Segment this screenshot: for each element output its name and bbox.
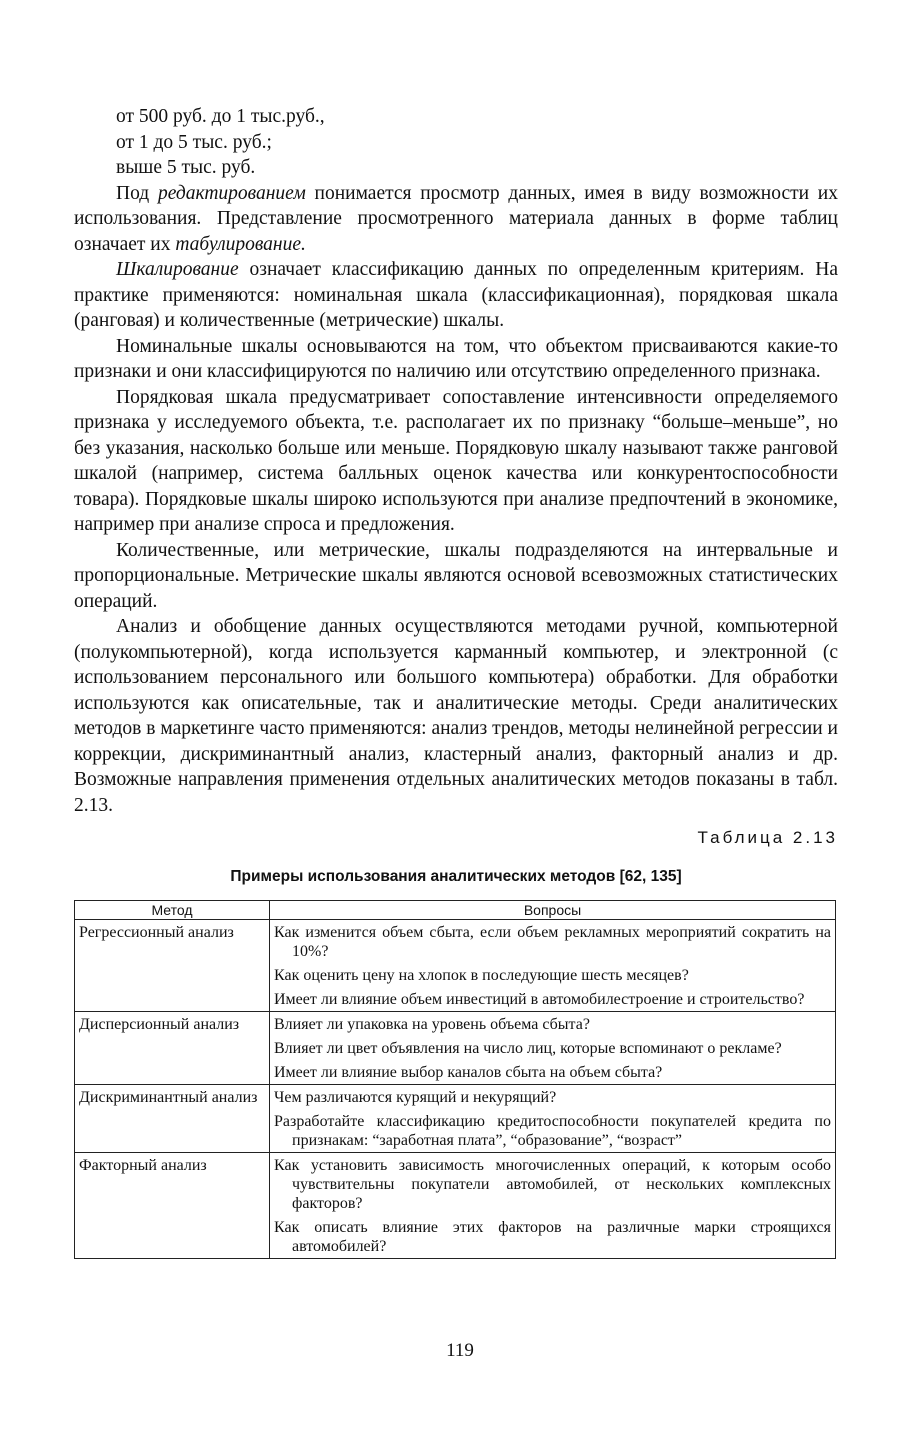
column-header-questions: Вопросы xyxy=(270,901,836,920)
method-name: Факторный анализ xyxy=(79,1157,207,1174)
question: Как описать влияние этих факторов на различные марки строящихся автомобилей? xyxy=(274,1219,831,1255)
text-run: Количественные, или метрические, шкалы подразделяются на интервальные и пропорциональные. Метрические шкалы являются основой всевозможных статистических операций. xyxy=(74,539,838,612)
questions-cell xyxy=(270,1012,836,1085)
paragraph xyxy=(74,257,838,334)
table-caption: Таблица 2.13 xyxy=(697,828,838,847)
paragraph xyxy=(74,385,838,538)
method-name: Дисперсионный анализ xyxy=(79,1016,240,1033)
question: Чем различаются курящий и некурящий? xyxy=(274,1089,557,1106)
question: Как изменится объем сбыта, если объем рекламных мероприятий сократить на 10%? xyxy=(274,924,831,960)
price-range-list xyxy=(74,104,838,181)
table-body xyxy=(75,920,836,1259)
question: Влияет ли цвет объявления на число лиц, которые вспоминают о рекламе? xyxy=(274,1040,782,1057)
text-run: Анализ и обобщение данных осуществляются методами ручной, компьютерной (полукомпьютерной), когда используется карманный компьютер, и электронной (с использованием персонального или большого компьютера) обработки. Для обработки используются как описательные, так и аналитические методы. Среди аналитических методов в маркетинге часто применяются: анализ трендов, методы нелинейной регрессии и коррекции, дискриминантный анализ, кластерный анализ, факторный анализ и др. Возможные направления применения отдельных аналитических методов показаны в табл. 2.13. xyxy=(74,616,838,816)
italic-term: Шкалирование xyxy=(116,259,239,280)
question: Разработайте классификацию кредитоспособности покупателей кредита по признакам: “заработная плата”, “образование”, “возраст” xyxy=(274,1113,831,1149)
question: Имеет ли влияние объем инвестиций в автомобилестроение и строительство? xyxy=(274,991,805,1008)
table-row xyxy=(75,1012,836,1085)
table-row xyxy=(75,1085,836,1153)
method-name: Регрессионный анализ xyxy=(79,924,234,941)
page-content xyxy=(74,104,838,1259)
question: Влияет ли упаковка на уровень объема сбыта? xyxy=(274,1016,590,1033)
question: Имеет ли влияние выбор каналов сбыта на объем сбыта? xyxy=(274,1064,663,1081)
body-text xyxy=(74,181,838,819)
list-line: от 1 до 5 тыс. руб.; xyxy=(116,131,272,153)
question: Как оценить цену на хлопок в последующие шесть месяцев? xyxy=(274,967,689,984)
methods-table xyxy=(74,900,836,1259)
text-run: означает классификацию данных по определенным критериям. На практике применяются: номинальная шкала (классификационная), порядковая шкала (ранговая) и количественные (метрические) шкалы. xyxy=(74,259,838,331)
paragraph xyxy=(74,181,838,258)
table-row xyxy=(75,920,836,1012)
method-cell xyxy=(75,1012,270,1085)
paragraph xyxy=(74,334,838,385)
text-run: Порядковая шкала предусматривает сопоставление интенсивности определяемого признака у исследуемого объекта, т.е. располагает их по признаку “больше–меньше”, но без указания, насколько больше или меньше. Порядковую шкалу называют также ранговой шкалой (например, система балльных оценок качества или конкурентоспособности товара). Порядковые шкалы широко используются при анализе предпочтений в экономике, например при анализе спроса и предложения. xyxy=(74,386,838,535)
table-title: Примеры использования аналитических методов [62, 135] xyxy=(230,868,682,885)
method-cell xyxy=(75,920,270,1012)
page-number: 119 xyxy=(446,1340,474,1361)
question: Как установить зависимость многочисленных операций, к которым особо чувствительны покупатели автомобилей, от нескольких комплексных факторов? xyxy=(274,1157,831,1212)
questions-cell xyxy=(270,1153,836,1259)
column-header-method: Метод xyxy=(75,901,270,920)
text-run: Номинальные шкалы основываются на том, что объектом присваиваются какие-то признаки и они классифицируются по наличию или отсутствию определенного признака. xyxy=(74,335,838,382)
method-cell xyxy=(75,1153,270,1259)
paragraph xyxy=(74,538,838,615)
list-line: выше 5 тыс. руб. xyxy=(116,157,256,178)
list-line: от 500 руб. до 1 тыс.руб., xyxy=(116,106,325,127)
method-name: Дискриминантный анализ xyxy=(79,1089,258,1106)
questions-cell xyxy=(270,920,836,1012)
paragraph xyxy=(74,614,838,818)
method-cell xyxy=(75,1085,270,1153)
questions-cell xyxy=(270,1085,836,1153)
text-run: Под xyxy=(116,182,158,204)
italic-term: табулирование. xyxy=(175,233,306,255)
text-run: понимается просмотр данных, имея в виду возможности их использования. Представление просмотренного материала данных в форме таблиц означает их xyxy=(74,182,838,255)
table-header-row xyxy=(75,901,836,920)
table-row xyxy=(75,1153,836,1259)
italic-term: редактированием xyxy=(157,182,306,204)
